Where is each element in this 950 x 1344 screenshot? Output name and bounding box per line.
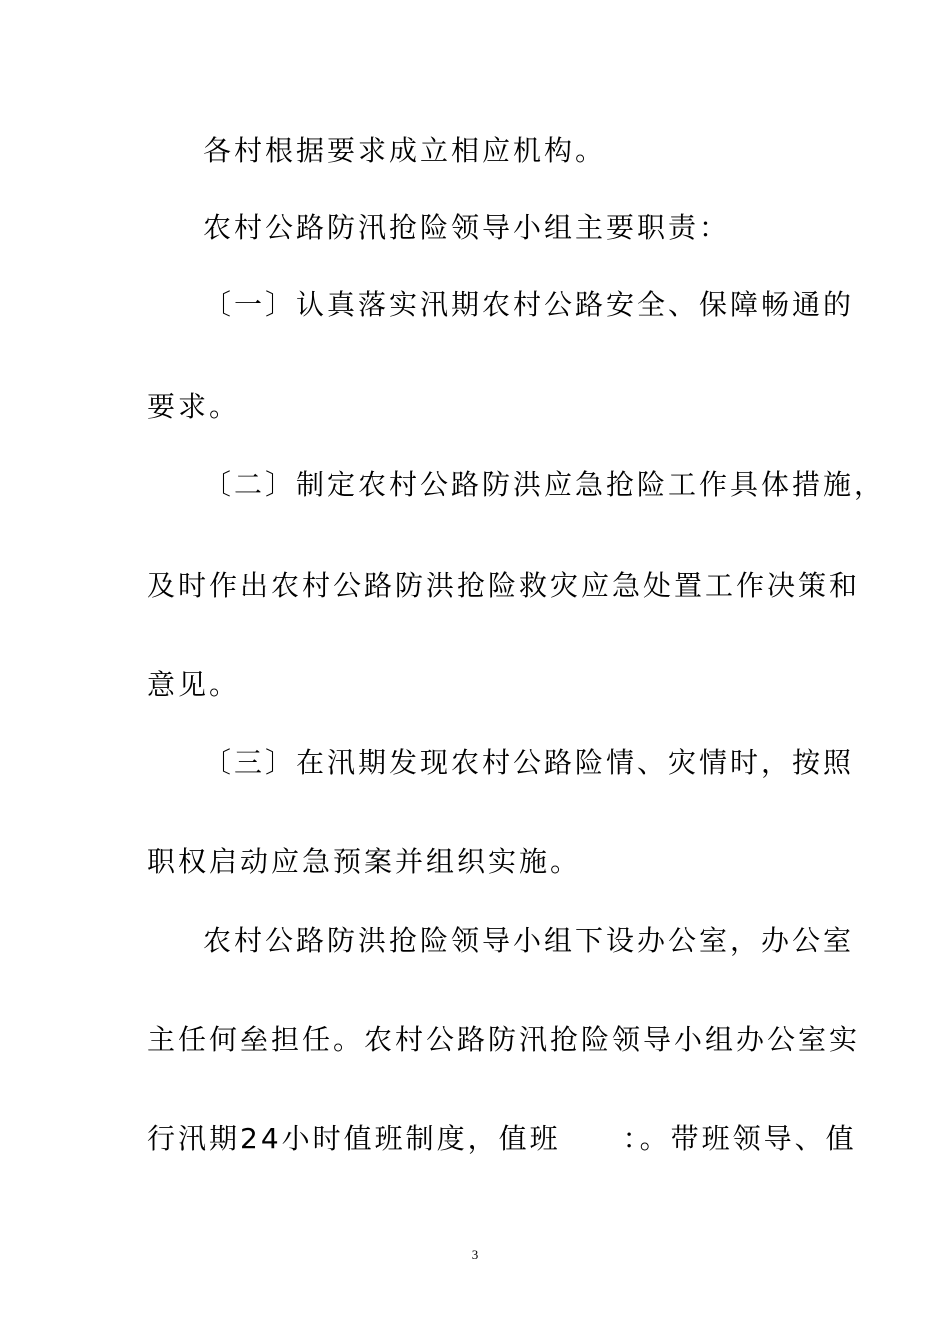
- paragraph-line-2: 农村公路防汛抢险领导小组主要职责：: [203, 211, 731, 244]
- page-number: 3: [471, 1247, 479, 1262]
- paragraph-line-3: 〔一〕认真落实汛期农村公路安全、保障畅通的: [203, 288, 855, 321]
- paragraph-line-1: 各村根据要求成立相应机构。: [203, 134, 607, 167]
- paragraph-line-11: 主任何垒担任。农村公路防汛抢险领导小组办公室实: [147, 1023, 861, 1056]
- paragraph-line-7: 意见。: [147, 668, 241, 701]
- paragraph-line-9: 职权启动应急预案并组织实施。: [147, 845, 582, 878]
- paragraph-line-4: 要求。: [147, 390, 241, 423]
- paragraph-line-8: 〔三〕在汛期发现农村公路险情、灾情时，按照: [203, 746, 855, 779]
- paragraph-line-5: 〔二〕制定农村公路防洪应急抢险工作具体措施，: [203, 468, 886, 501]
- paragraph-line-12: 行汛期24小时值班制度，值班 ：。带班领导、值: [147, 1122, 857, 1155]
- paragraph-line-6: 及时作出农村公路防洪抢险救灾应急处置工作决策和: [147, 569, 861, 602]
- paragraph-line-10: 农村公路防洪抢险领导小组下设办公室，办公室: [203, 924, 855, 957]
